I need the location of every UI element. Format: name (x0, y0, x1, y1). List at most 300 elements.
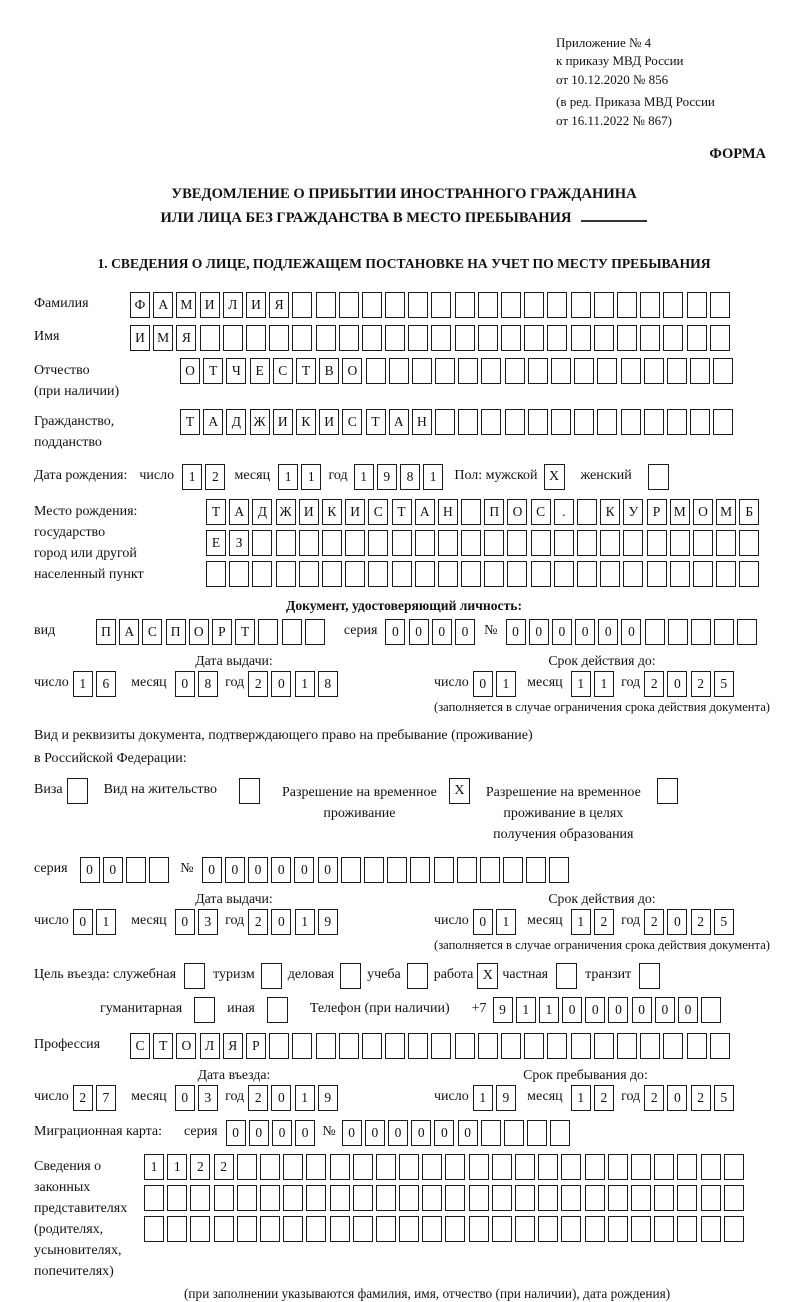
char-cell[interactable] (551, 358, 571, 384)
char-cell[interactable]: Т (296, 358, 316, 384)
char-cell[interactable]: К (322, 499, 342, 525)
char-cell[interactable]: 3 (198, 1085, 218, 1111)
char-cell[interactable]: Д (252, 499, 272, 525)
char-cell[interactable] (737, 619, 757, 645)
char-cell[interactable]: С (273, 358, 293, 384)
char-cell[interactable] (691, 619, 711, 645)
char-cell[interactable]: Р (212, 619, 232, 645)
char-cell[interactable] (469, 1216, 489, 1242)
char-cell[interactable]: 1 (571, 671, 591, 697)
char-cell[interactable]: 3 (198, 909, 218, 935)
char-cell[interactable]: 1 (301, 464, 321, 490)
char-cell[interactable] (458, 358, 478, 384)
char-cell[interactable]: К (296, 409, 316, 435)
char-cell[interactable]: 5 (714, 671, 734, 697)
sex-male-checkbox[interactable]: X (544, 464, 565, 490)
char-cell[interactable] (623, 561, 643, 587)
char-cell[interactable] (339, 1033, 359, 1059)
char-cell[interactable] (282, 619, 302, 645)
char-cell[interactable] (260, 1216, 280, 1242)
char-cell[interactable] (292, 292, 312, 318)
char-cell[interactable] (190, 1216, 210, 1242)
char-cell[interactable] (507, 561, 527, 587)
char-cell[interactable] (435, 409, 455, 435)
char-cell[interactable]: 2 (691, 671, 711, 697)
char-cell[interactable] (339, 325, 359, 351)
char-cell[interactable] (341, 857, 361, 883)
char-cell[interactable] (461, 530, 481, 556)
char-cell[interactable] (667, 409, 687, 435)
char-cell[interactable]: И (130, 325, 150, 351)
char-cell[interactable]: 2 (205, 464, 225, 490)
char-cell[interactable]: Ф (130, 292, 150, 318)
char-cell[interactable]: С (130, 1033, 150, 1059)
char-cell[interactable] (714, 619, 734, 645)
char-cell[interactable]: 0 (202, 857, 222, 883)
char-cell[interactable]: П (96, 619, 116, 645)
char-cell[interactable]: 9 (377, 464, 397, 490)
char-cell[interactable]: 9 (493, 997, 513, 1023)
char-cell[interactable]: 0 (318, 857, 338, 883)
char-cell[interactable] (399, 1185, 419, 1211)
char-cell[interactable] (237, 1216, 257, 1242)
purpose-private-checkbox[interactable] (556, 963, 577, 989)
char-cell[interactable]: 2 (248, 1085, 268, 1111)
char-cell[interactable] (322, 561, 342, 587)
char-cell[interactable]: 1 (423, 464, 443, 490)
char-cell[interactable] (455, 1033, 475, 1059)
char-cell[interactable] (547, 1033, 567, 1059)
char-cell[interactable]: 1 (571, 909, 591, 935)
char-cell[interactable] (368, 530, 388, 556)
char-cell[interactable] (438, 530, 458, 556)
char-cell[interactable]: С (368, 499, 388, 525)
char-cell[interactable] (190, 1185, 210, 1211)
char-cell[interactable] (269, 325, 289, 351)
char-cell[interactable]: 0 (458, 1120, 478, 1146)
char-cell[interactable] (687, 1033, 707, 1059)
char-cell[interactable] (631, 1216, 651, 1242)
char-cell[interactable] (687, 292, 707, 318)
char-cell[interactable]: 0 (667, 1085, 687, 1111)
purpose-tourism-checkbox[interactable] (261, 963, 282, 989)
char-cell[interactable]: М (153, 325, 173, 351)
char-cell[interactable]: 1 (496, 909, 516, 935)
char-cell[interactable]: П (166, 619, 186, 645)
purpose-official-checkbox[interactable] (184, 963, 205, 989)
char-cell[interactable]: 0 (409, 619, 429, 645)
char-cell[interactable] (501, 325, 521, 351)
char-cell[interactable] (283, 1216, 303, 1242)
char-cell[interactable] (713, 358, 733, 384)
char-cell[interactable] (631, 1185, 651, 1211)
char-cell[interactable]: 2 (248, 909, 268, 935)
char-cell[interactable] (469, 1154, 489, 1180)
char-cell[interactable] (538, 1216, 558, 1242)
char-cell[interactable] (677, 1216, 697, 1242)
char-cell[interactable] (687, 325, 707, 351)
char-cell[interactable]: Я (269, 292, 289, 318)
visa-checkbox[interactable] (67, 778, 88, 804)
char-cell[interactable] (739, 530, 759, 556)
char-cell[interactable]: О (342, 358, 362, 384)
char-cell[interactable] (167, 1185, 187, 1211)
residence-permit-checkbox[interactable] (239, 778, 260, 804)
char-cell[interactable] (677, 1154, 697, 1180)
char-cell[interactable] (571, 292, 591, 318)
char-cell[interactable] (478, 292, 498, 318)
char-cell[interactable] (724, 1185, 744, 1211)
purpose-other-checkbox[interactable] (267, 997, 288, 1023)
char-cell[interactable] (528, 358, 548, 384)
char-cell[interactable]: 1 (516, 997, 536, 1023)
char-cell[interactable] (585, 1216, 605, 1242)
char-cell[interactable] (654, 1216, 674, 1242)
char-cell[interactable] (214, 1216, 234, 1242)
char-cell[interactable] (149, 857, 169, 883)
char-cell[interactable]: 0 (271, 671, 291, 697)
char-cell[interactable]: 1 (73, 671, 93, 697)
char-cell[interactable]: М (716, 499, 736, 525)
char-cell[interactable]: В (319, 358, 339, 384)
char-cell[interactable]: 1 (182, 464, 202, 490)
char-cell[interactable]: 0 (667, 909, 687, 935)
char-cell[interactable]: Р (647, 499, 667, 525)
char-cell[interactable] (492, 1154, 512, 1180)
char-cell[interactable]: 0 (248, 857, 268, 883)
char-cell[interactable]: 1 (278, 464, 298, 490)
temp-residence-checkbox[interactable]: X (449, 778, 470, 804)
char-cell[interactable] (608, 1185, 628, 1211)
char-cell[interactable] (621, 358, 641, 384)
char-cell[interactable]: 0 (552, 619, 572, 645)
char-cell[interactable] (376, 1216, 396, 1242)
char-cell[interactable] (561, 1216, 581, 1242)
char-cell[interactable] (640, 292, 660, 318)
char-cell[interactable] (144, 1216, 164, 1242)
char-cell[interactable] (670, 530, 690, 556)
char-cell[interactable]: 0 (388, 1120, 408, 1146)
char-cell[interactable] (167, 1216, 187, 1242)
char-cell[interactable]: 2 (190, 1154, 210, 1180)
char-cell[interactable]: 1 (144, 1154, 164, 1180)
char-cell[interactable] (408, 1033, 428, 1059)
char-cell[interactable] (126, 857, 146, 883)
char-cell[interactable]: Я (223, 1033, 243, 1059)
char-cell[interactable]: . (554, 499, 574, 525)
purpose-study-checkbox[interactable] (407, 963, 428, 989)
char-cell[interactable] (492, 1185, 512, 1211)
char-cell[interactable] (504, 1120, 524, 1146)
char-cell[interactable] (505, 358, 525, 384)
char-cell[interactable] (631, 1154, 651, 1180)
char-cell[interactable] (585, 1185, 605, 1211)
char-cell[interactable] (223, 325, 243, 351)
char-cell[interactable]: А (415, 499, 435, 525)
char-cell[interactable] (505, 409, 525, 435)
char-cell[interactable]: 0 (271, 857, 291, 883)
char-cell[interactable]: 1 (354, 464, 374, 490)
char-cell[interactable]: Л (200, 1033, 220, 1059)
char-cell[interactable] (431, 1033, 451, 1059)
char-cell[interactable] (710, 292, 730, 318)
char-cell[interactable]: 0 (473, 671, 493, 697)
char-cell[interactable] (353, 1154, 373, 1180)
char-cell[interactable]: 9 (318, 1085, 338, 1111)
char-cell[interactable] (577, 530, 597, 556)
char-cell[interactable] (330, 1154, 350, 1180)
char-cell[interactable] (438, 561, 458, 587)
char-cell[interactable] (597, 409, 617, 435)
char-cell[interactable] (713, 409, 733, 435)
char-cell[interactable] (600, 530, 620, 556)
char-cell[interactable] (524, 1033, 544, 1059)
char-cell[interactable] (283, 1154, 303, 1180)
char-cell[interactable] (445, 1154, 465, 1180)
char-cell[interactable] (306, 1154, 326, 1180)
char-cell[interactable]: 0 (667, 671, 687, 697)
char-cell[interactable] (322, 530, 342, 556)
char-cell[interactable] (385, 1033, 405, 1059)
char-cell[interactable] (515, 1216, 535, 1242)
char-cell[interactable] (306, 1216, 326, 1242)
char-cell[interactable]: 0 (562, 997, 582, 1023)
char-cell[interactable] (252, 530, 272, 556)
char-cell[interactable] (229, 561, 249, 587)
char-cell[interactable]: Д (226, 409, 246, 435)
char-cell[interactable]: 2 (644, 909, 664, 935)
char-cell[interactable] (538, 1154, 558, 1180)
char-cell[interactable] (455, 325, 475, 351)
char-cell[interactable] (574, 409, 594, 435)
char-cell[interactable] (299, 530, 319, 556)
char-cell[interactable] (527, 1120, 547, 1146)
char-cell[interactable]: 0 (585, 997, 605, 1023)
char-cell[interactable]: 2 (73, 1085, 93, 1111)
char-cell[interactable] (353, 1185, 373, 1211)
char-cell[interactable] (339, 292, 359, 318)
char-cell[interactable]: 0 (385, 619, 405, 645)
char-cell[interactable]: И (345, 499, 365, 525)
char-cell[interactable] (623, 530, 643, 556)
char-cell[interactable]: 1 (571, 1085, 591, 1111)
char-cell[interactable]: 1 (295, 909, 315, 935)
char-cell[interactable] (701, 1185, 721, 1211)
char-cell[interactable]: И (299, 499, 319, 525)
char-cell[interactable] (461, 499, 481, 525)
char-cell[interactable] (385, 325, 405, 351)
char-cell[interactable] (647, 530, 667, 556)
char-cell[interactable]: О (189, 619, 209, 645)
char-cell[interactable]: 0 (632, 997, 652, 1023)
char-cell[interactable] (670, 561, 690, 587)
char-cell[interactable] (574, 358, 594, 384)
char-cell[interactable] (524, 325, 544, 351)
char-cell[interactable] (663, 325, 683, 351)
char-cell[interactable]: Ч (226, 358, 246, 384)
char-cell[interactable] (515, 1154, 535, 1180)
char-cell[interactable]: Л (223, 292, 243, 318)
char-cell[interactable] (392, 530, 412, 556)
char-cell[interactable] (693, 530, 713, 556)
char-cell[interactable] (461, 561, 481, 587)
char-cell[interactable] (330, 1216, 350, 1242)
char-cell[interactable] (362, 292, 382, 318)
char-cell[interactable] (276, 561, 296, 587)
char-cell[interactable] (481, 1120, 501, 1146)
char-cell[interactable]: О (176, 1033, 196, 1059)
char-cell[interactable] (455, 292, 475, 318)
char-cell[interactable] (345, 530, 365, 556)
char-cell[interactable] (478, 1033, 498, 1059)
char-cell[interactable] (408, 325, 428, 351)
char-cell[interactable]: 0 (455, 619, 475, 645)
char-cell[interactable] (526, 857, 546, 883)
char-cell[interactable] (376, 1185, 396, 1211)
char-cell[interactable] (585, 1154, 605, 1180)
char-cell[interactable] (415, 561, 435, 587)
char-cell[interactable] (362, 325, 382, 351)
purpose-business-checkbox[interactable] (340, 963, 361, 989)
char-cell[interactable] (640, 325, 660, 351)
purpose-transit-checkbox[interactable] (639, 963, 660, 989)
char-cell[interactable]: И (273, 409, 293, 435)
char-cell[interactable] (408, 292, 428, 318)
char-cell[interactable]: 0 (506, 619, 526, 645)
char-cell[interactable] (412, 358, 432, 384)
char-cell[interactable] (283, 1185, 303, 1211)
char-cell[interactable]: О (180, 358, 200, 384)
char-cell[interactable] (724, 1216, 744, 1242)
char-cell[interactable] (640, 1033, 660, 1059)
char-cell[interactable] (492, 1216, 512, 1242)
char-cell[interactable]: 2 (214, 1154, 234, 1180)
char-cell[interactable]: 1 (96, 909, 116, 935)
char-cell[interactable] (478, 325, 498, 351)
char-cell[interactable]: Т (153, 1033, 173, 1059)
char-cell[interactable]: 2 (594, 1085, 614, 1111)
char-cell[interactable] (724, 1154, 744, 1180)
char-cell[interactable] (206, 561, 226, 587)
char-cell[interactable] (531, 530, 551, 556)
char-cell[interactable] (276, 530, 296, 556)
char-cell[interactable] (316, 1033, 336, 1059)
char-cell[interactable]: 0 (225, 857, 245, 883)
char-cell[interactable]: К (600, 499, 620, 525)
char-cell[interactable] (269, 1033, 289, 1059)
char-cell[interactable]: 1 (594, 671, 614, 697)
char-cell[interactable]: 0 (294, 857, 314, 883)
char-cell[interactable]: А (153, 292, 173, 318)
char-cell[interactable] (214, 1185, 234, 1211)
char-cell[interactable] (501, 1033, 521, 1059)
char-cell[interactable]: 8 (400, 464, 420, 490)
char-cell[interactable] (654, 1154, 674, 1180)
char-cell[interactable] (554, 561, 574, 587)
char-cell[interactable]: Т (206, 499, 226, 525)
char-cell[interactable]: 2 (691, 1085, 711, 1111)
char-cell[interactable] (538, 1185, 558, 1211)
char-cell[interactable] (345, 561, 365, 587)
char-cell[interactable]: 0 (608, 997, 628, 1023)
char-cell[interactable] (597, 358, 617, 384)
char-cell[interactable] (458, 409, 478, 435)
char-cell[interactable]: 0 (249, 1120, 269, 1146)
char-cell[interactable] (663, 1033, 683, 1059)
char-cell[interactable]: 9 (496, 1085, 516, 1111)
char-cell[interactable] (237, 1185, 257, 1211)
char-cell[interactable] (237, 1154, 257, 1180)
char-cell[interactable]: П (484, 499, 504, 525)
char-cell[interactable]: 0 (365, 1120, 385, 1146)
char-cell[interactable] (710, 1033, 730, 1059)
char-cell[interactable] (316, 325, 336, 351)
char-cell[interactable]: 1 (539, 997, 559, 1023)
char-cell[interactable] (571, 1033, 591, 1059)
char-cell[interactable] (663, 292, 683, 318)
char-cell[interactable] (422, 1216, 442, 1242)
char-cell[interactable] (376, 1154, 396, 1180)
char-cell[interactable] (503, 857, 523, 883)
char-cell[interactable]: С (142, 619, 162, 645)
char-cell[interactable]: М (670, 499, 690, 525)
char-cell[interactable] (246, 325, 266, 351)
char-cell[interactable] (690, 358, 710, 384)
char-cell[interactable] (299, 561, 319, 587)
char-cell[interactable] (600, 561, 620, 587)
sex-female-checkbox[interactable] (648, 464, 669, 490)
char-cell[interactable] (701, 1216, 721, 1242)
char-cell[interactable]: 9 (318, 909, 338, 935)
char-cell[interactable] (531, 561, 551, 587)
char-cell[interactable] (330, 1185, 350, 1211)
char-cell[interactable] (385, 292, 405, 318)
char-cell[interactable]: 0 (432, 619, 452, 645)
char-cell[interactable] (484, 561, 504, 587)
char-cell[interactable]: 1 (295, 671, 315, 697)
temp-residence-education-checkbox[interactable] (657, 778, 678, 804)
char-cell[interactable] (571, 325, 591, 351)
char-cell[interactable] (716, 561, 736, 587)
char-cell[interactable] (260, 1185, 280, 1211)
char-cell[interactable] (617, 325, 637, 351)
char-cell[interactable]: 0 (103, 857, 123, 883)
char-cell[interactable] (481, 358, 501, 384)
char-cell[interactable]: У (623, 499, 643, 525)
char-cell[interactable] (258, 619, 278, 645)
char-cell[interactable]: И (200, 292, 220, 318)
char-cell[interactable] (547, 325, 567, 351)
char-cell[interactable]: А (229, 499, 249, 525)
char-cell[interactable]: 0 (175, 671, 195, 697)
char-cell[interactable]: 2 (644, 671, 664, 697)
char-cell[interactable] (677, 1185, 697, 1211)
char-cell[interactable] (608, 1216, 628, 1242)
char-cell[interactable] (550, 1120, 570, 1146)
char-cell[interactable]: Е (250, 358, 270, 384)
char-cell[interactable]: 0 (175, 1085, 195, 1111)
char-cell[interactable] (484, 530, 504, 556)
char-cell[interactable] (422, 1154, 442, 1180)
char-cell[interactable] (644, 358, 664, 384)
char-cell[interactable] (399, 1154, 419, 1180)
char-cell[interactable] (434, 857, 454, 883)
char-cell[interactable] (431, 325, 451, 351)
char-cell[interactable] (549, 857, 569, 883)
char-cell[interactable] (739, 561, 759, 587)
char-cell[interactable]: 1 (295, 1085, 315, 1111)
char-cell[interactable]: И (319, 409, 339, 435)
